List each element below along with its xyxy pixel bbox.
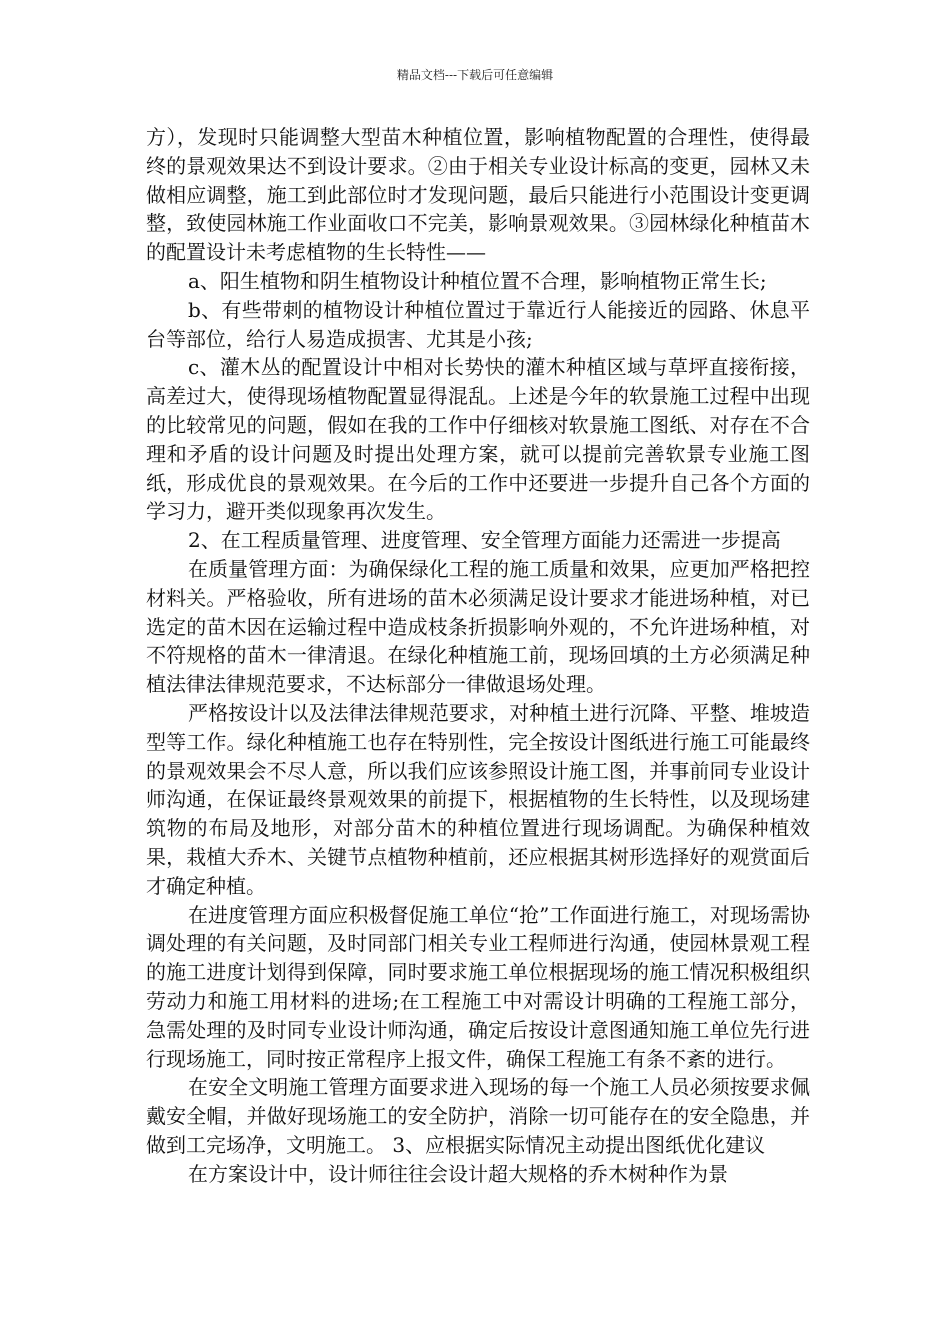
page-header: 精品文档---下载后可任意编辑 — [396, 68, 554, 82]
section-heading: 2、在工程质量管理、进度管理、安全管理方面能力还需进一步提高 — [188, 528, 781, 553]
paragraph: c、灌木丛的配置设计中相对长势快的灌木种植区域与草坪直接衔接，高差过大，使得现场植物配置显得混乱。上述是今年的软景施工过程中出现的比较常见的问题，假如在我的工作中仔细核对软景施工图纸、对存在不合理和矛盾的设计问题及时提出处理方案，就可以提前完善软景专业施工图纸，形成优良的景观效果。在今后的工作中还要进一步提升自己各个方面的学习力，避开类似现象再次发生。 — [146, 355, 810, 524]
paragraph: a、阳生植物和阴生植物设计种植位置不合理，影响植物正常生长; — [188, 268, 767, 293]
paragraph: 在方案设计中，设计师往往会设计超大规格的乔木树种作为景 — [188, 1161, 728, 1186]
paragraph: 方），发现时只能调整大型苗木种植位置，影响植物配置的合理性，使得最终的景观效果达不到设计要求。②由于相关专业设计标高的变更，园林又未做相应调整，施工到此部位时才发现问题，最后只能进行小范围设计变更调整，致使园林施工作业面收口不完美，影响景观效果。③园林绿化种植苗木的配置设计未考虑植物的生长特性—— — [146, 125, 810, 265]
paragraph: b、有些带刺的植物设计种植位置过于靠近行人能接近的园路、休息平台等部位，给行人易造成损害、尤其是小孩; — [146, 297, 810, 351]
paragraph: 在进度管理方面应积极督促施工单位“抢”工作面进行施工，对现场需协调处理的有关问题，及时同部门相关专业工程师进行沟通，使园林景观工程的施工进度计划得到保障，同时要求施工单位根据现场的施工情况积极组织劳动力和施工用材料的进场;在工程施工中对需设计明确的工程施工部分，急需处理的及时同专业设计师沟通，确定后按设计意图通知施工单位先行进行现场施工，同时按正常程序上报文件，确保工程施工有条不紊的进行。 — [146, 902, 810, 1071]
paragraph: 在质量管理方面：为确保绿化工程的施工质量和效果，应更加严格把控材料关。严格验收，所有进场的苗木必须满足设计要求才能进场种植，对已选定的苗木因在运输过程中造成枝条折损影响外观的，不允许进场种植，对不符规格的苗木一律清退。在绿化种植施工前，现场回填的土方必须满足种植法律法律规范要求，不达标部分一律做退场处理。 — [146, 556, 810, 697]
paragraph: 在安全文明施工管理方面要求进入现场的每一个施工人员必须按要求佩戴安全帽，并做好现场施工的安全防护，消除一切可能存在的安全隐患，并做到工完场净，文明施工。 3、应根据实际情况主动提出图纸优化建议 — [146, 1075, 810, 1157]
paragraph: 严格按设计以及法律法律规范要求，对种植土进行沉降、平整、堆坡造型等工作。绿化种植施工也存在特别性，完全按设计图纸进行施工可能最终的景观效果会不尽人意，所以我们应该参照设计施工图，并事前同专业设计师沟通，在保证最终景观效果的前提下，根据植物的生长特性，以及现场建筑物的布局及地形，对部分苗木的种植位置进行现场调配。为确保种植效果，栽植大乔木、关键节点植物种植前，还应根据其树形选择好的观赏面后才确定种植。 — [146, 700, 810, 898]
document-body — [146, 123, 810, 1188]
